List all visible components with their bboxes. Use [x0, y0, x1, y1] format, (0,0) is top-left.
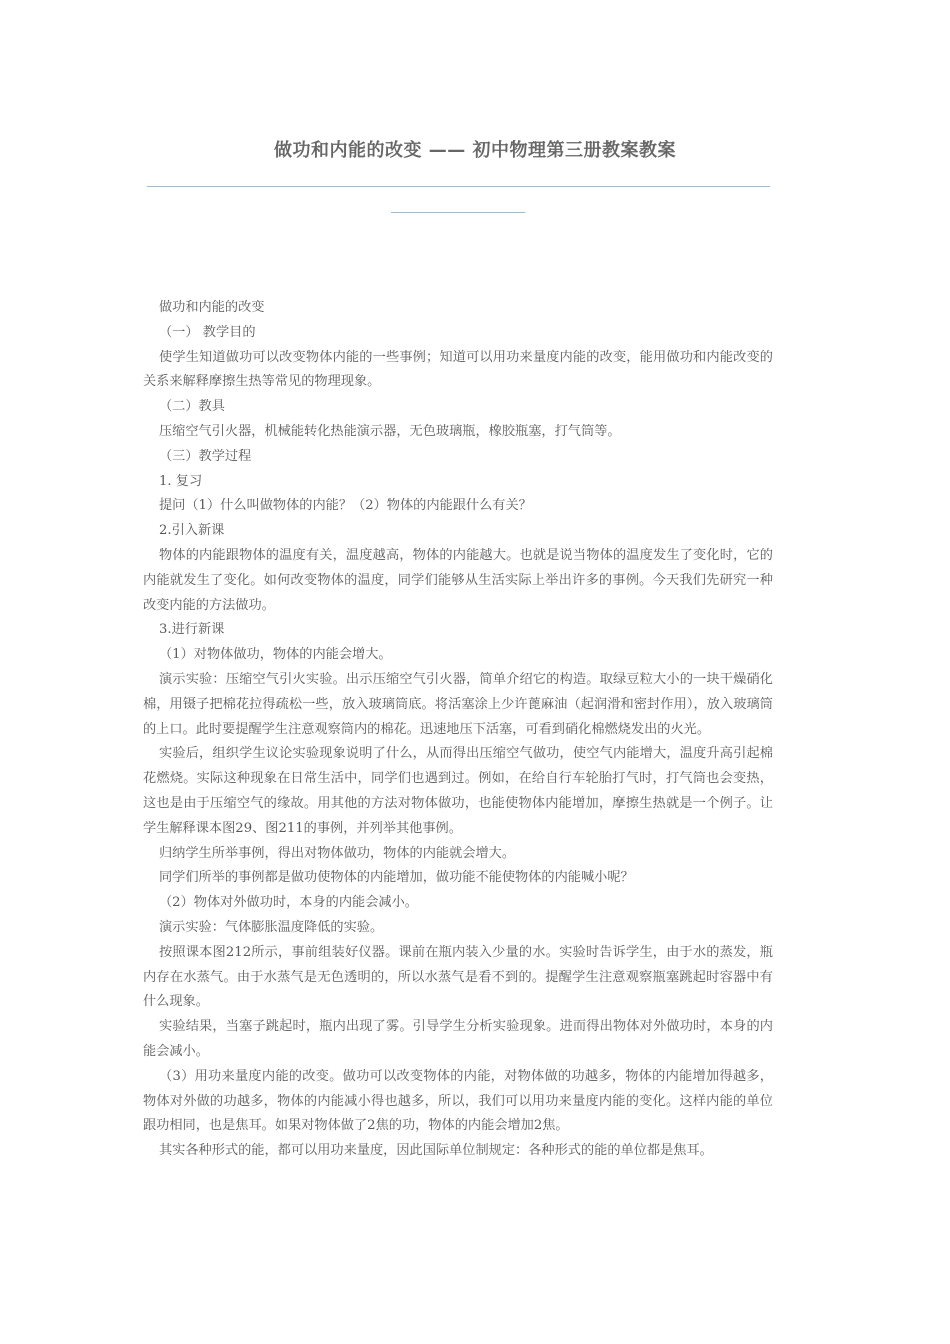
paragraph: 按照课本图212所示，事前组装好仪器。课前在瓶内装入少量的水。实验时告诉学生，由于水的蒸发，瓶内存在水蒸气。由于水蒸气是无色透明的，所以水蒸气是看不到的。提醒学生注意观察瓶塞跳起时容器中有什么现象。 — [143, 944, 773, 1010]
paragraph: 其实各种形式的能，都可以用功来量度，因此国际单位制规定：各种形式的能的单位都是焦耳。 — [159, 1143, 713, 1159]
paragraph: 同学们所举的事例都是做功使物体的内能增加，做功能不能使物体的内能喊小呢？ — [159, 870, 634, 886]
document-title: 做功和内能的改变 —— 初中物理第三册教案教案 — [273, 140, 677, 161]
document-body — [143, 296, 773, 1164]
title-divider — [147, 186, 772, 213]
paragraph: 1. 复习 — [159, 473, 203, 489]
paragraph: （3）用功来量度内能的改变。做功可以改变物体的内能，对物体做的功越多，物体的内能增加得越多，物体对外做的功越多，物体的内能减小得也越多，所以，我们可以用功来量度内能的变化。这样内能的单位跟功相同，也是焦耳。如果对物体做了2焦的功，物体的内能会增加2焦。 — [143, 1068, 773, 1134]
paragraph: 物体的内能跟物体的温度有关，温度越高，物体的内能越大。也就是说当物体的温度发生了变化时，它的内能就发生了变化。如何改变物体的温度，同学们能够从生活实际上举出许多的事例。今天我们先研究一种改变内能的方法做功。 — [143, 547, 773, 613]
paragraph: 使学生知道做功可以改变物体内能的一些事例；知道可以用功来量度内能的改变，能用做功和内能改变的关系来解释摩擦生热等常见的物理现象。 — [143, 349, 773, 390]
paragraph: 3.进行新课 — [159, 622, 225, 638]
paragraph: （二）教具 — [159, 399, 225, 415]
paragraph: （三）教学过程 — [159, 448, 252, 464]
paragraph: 2.引入新课 — [159, 523, 225, 539]
paragraph: （一） 教学目的 — [159, 324, 256, 340]
divider-line-short — [391, 212, 525, 213]
paragraph: 演示实验：压缩空气引火实验。出示压缩空气引火器，简单介绍它的构造。取绿豆粒大小的一块干燥硝化棉，用镊子把棉花拉得疏松一些，放入玻璃筒底。将活塞涂上少许蓖麻油（起润滑和密封作用），放入玻璃筒的上口。此时要提醒学生注意观察筒内的棉花。迅速地压下活塞，可看到硝化棉燃烧发出的火光。 — [143, 671, 773, 737]
paragraph: （1）对物体做功，物体的内能会增大。 — [159, 647, 392, 663]
paragraph: 实验结果，当塞子跳起时，瓶内出现了雾。引导学生分析实验现象。进而得出物体对外做功时，本身的内能会减小。 — [143, 1019, 773, 1059]
paragraph: 压缩空气引火器，机械能转化热能演示器，无色玻璃瓶，橡胶瓶塞，打气筒等。 — [159, 423, 621, 439]
paragraph: 归纳学生所举事例，得出对物体做功，物体的内能就会增大。 — [159, 845, 516, 861]
paragraph: 实验后，组织学生议论实验现象说明了什么，从而得出压缩空气做功，使空气内能增大，温度升高引起棉花燃烧。实际这种现象在日常生活中，同学们也遇到过。例如，在给自行车轮胎打气时，打气筒也会变热，这也是由于压缩空气的缘故。用其他的方法对物体做功，也能使物体内能增加，摩擦生热就是一个例子。让学生解释课本图29、图211的事例，并列举其他事例。 — [143, 746, 773, 836]
paragraph: 演示实验：气体膨胀温度降低的实验。 — [159, 919, 384, 935]
paragraph: （2）物体对外做功时，本身的内能会减小。 — [159, 895, 418, 911]
paragraph: 提问（1）什么叫做物体的内能？（2）物体的内能跟什么有关？ — [159, 498, 532, 514]
paragraph: 做功和内能的改变 — [159, 300, 265, 315]
divider-line — [147, 186, 770, 187]
